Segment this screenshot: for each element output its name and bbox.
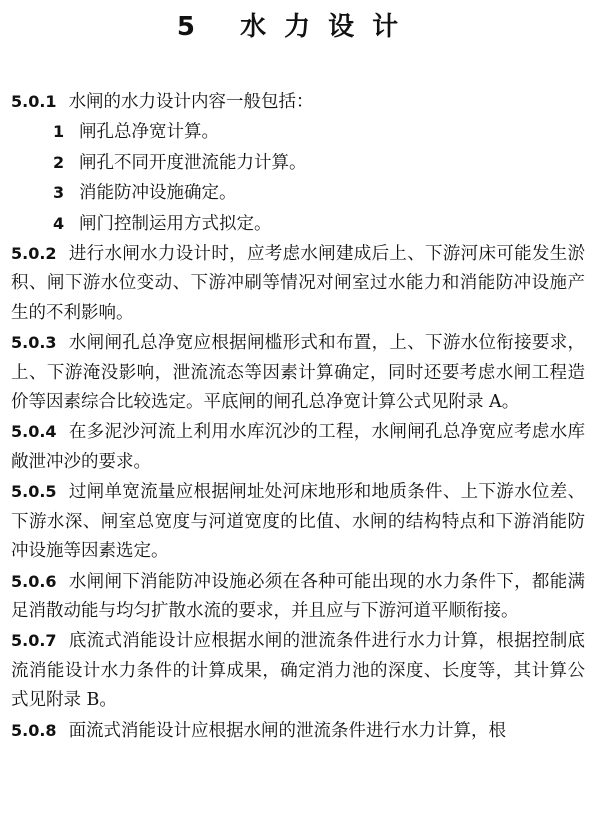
clause-number: 5.0.3 (11, 333, 57, 353)
list-item-text: 闸门控制运用方式拟定。 (79, 213, 272, 234)
clause-text: 底流式消能设计应根据水闸的泄流条件进行水力计算，根据控制底流消能设计水力条件的计算成果，确定消力池的深度、长度等，其计算公式见附录 B。 (11, 631, 585, 711)
list-item (11, 178, 585, 208)
clause-text: 水闸的水力设计内容一般包括： (68, 92, 314, 112)
list-item (11, 209, 585, 239)
document-body (11, 87, 585, 746)
clause-text: 过闸单宽流量应根据闸址处河床地形和地质条件、上下游水位差、下游水深、闸室总宽度与河道宽度的比值、水闸的结构特点和下游消能防冲设施等因素选定。 (11, 482, 585, 562)
clause-number: 5.0.1 (11, 92, 57, 111)
clause-5-0-7 (11, 626, 585, 715)
list-item-number: 3 (53, 183, 65, 203)
list-item-number: 4 (53, 213, 65, 233)
clause-number: 5.0.6 (11, 571, 57, 591)
clause-number: 5.0.4 (11, 422, 57, 442)
clause-5-0-4 (11, 417, 585, 477)
clause-5-0-2 (11, 239, 585, 328)
list-item (11, 117, 585, 147)
clause-text: 水闸闸孔总净宽应根据闸槛形式和布置，上、下游水位衔接要求，上、下游淹没影响，泄流流态等因素计算确定，同时还要考虑水闸工程造价等因素综合比较选定。平底闸的闸孔总净宽计算公式见附录 A。 (11, 333, 585, 413)
clause-5-0-8 (11, 716, 585, 746)
clause-text: 水闸闸下消能防冲设施必须在各种可能出现的水力条件下，都能满足消散动能与均匀扩散水流的要求，并且应与下游河道平顺衔接。 (11, 571, 585, 621)
list-item-text: 闸孔不同开度泄流能力计算。 (79, 152, 307, 173)
list-item-number: 2 (53, 152, 65, 172)
clause-number: 5.0.7 (11, 631, 57, 651)
clause-number: 5.0.2 (11, 244, 57, 264)
clause-number: 5.0.8 (11, 720, 57, 740)
list-item-text: 闸孔总净宽计算。 (79, 122, 219, 143)
clause-text: 面流式消能设计应根据水闸的泄流条件进行水力计算，根 (68, 720, 507, 741)
clause-5-0-6 (11, 567, 585, 627)
chapter-title-text: 水力设计 (240, 12, 417, 42)
clause-5-0-3 (11, 328, 585, 417)
clause-5-0-5 (11, 477, 585, 566)
chapter-title (0, 6, 593, 43)
clause-text: 在多泥沙河流上利用水库沉沙的工程，水闸闸孔总净宽应考虑水库敞泄冲沙的要求。 (11, 422, 585, 472)
list-item-text: 消能防冲设施确定。 (79, 183, 237, 204)
clause-number: 5.0.5 (11, 482, 57, 502)
list-item-number: 1 (53, 122, 65, 142)
chapter-number: 5 (176, 12, 213, 42)
clause-text: 进行水闸水力设计时，应考虑水闸建成后上、下游河床可能发生淤积、闸下游水位变动、下游冲刷等情况对闸室过水能力和消能防冲设施产生的不利影响。 (11, 244, 585, 323)
clause-5-0-1 (11, 87, 585, 117)
list-item (11, 148, 585, 178)
